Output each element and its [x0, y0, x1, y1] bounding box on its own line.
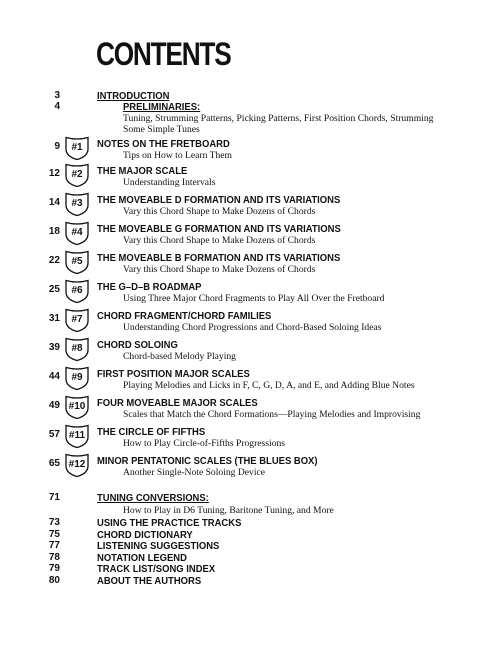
- page-number: 79: [48, 563, 60, 575]
- section-heading: LISTENING SUGGESTIONS: [97, 540, 220, 553]
- roadmap-shield-icon: [63, 278, 91, 304]
- page-number: 4: [54, 101, 60, 112]
- roadmap-shield-icon: [63, 220, 91, 246]
- page-number: 75: [48, 528, 60, 540]
- section-description: How to Play in D6 Tuning, Baritone Tuning, and More: [123, 505, 334, 516]
- page-number: 25: [48, 284, 60, 295]
- roadmap-shield-icon: [63, 423, 91, 449]
- section-description: Another Single-Note Soloing Device: [123, 467, 266, 478]
- section-heading: NOTATION LEGEND: [97, 551, 187, 564]
- page-number: 3: [54, 90, 60, 101]
- page-number: 49: [48, 400, 60, 411]
- subsection-heading: PRELIMINARIES:: [123, 101, 201, 113]
- roadmap-shield-icon: [63, 191, 91, 217]
- section-heading: CHORD FRAGMENT/CHORD FAMILIES: [97, 310, 272, 322]
- page-title: CONTENTS: [96, 36, 231, 72]
- section-description: Playing Melodies and Licks in F, C, G, D, A, and E, and Adding Blue Notes: [123, 380, 415, 391]
- section-heading: THE MOVEABLE G FORMATION AND ITS VARIATIONS: [97, 223, 341, 235]
- page-number: 77: [48, 540, 60, 552]
- section-description: Understanding Intervals: [123, 177, 216, 188]
- section-heading: NOTES ON THE FRETBOARD: [97, 138, 230, 150]
- section-heading: THE MOVEABLE B FORMATION AND ITS VARIATIONS: [97, 252, 341, 264]
- roadmap-number: #5: [71, 256, 83, 267]
- section-heading: INTRODUCTION: [97, 90, 170, 102]
- section-heading: FOUR MOVEABLE MAJOR SCALES: [97, 397, 258, 409]
- section-description: Chord-based Melody Playing: [123, 351, 236, 362]
- roadmap-shield-icon: [63, 336, 91, 362]
- page-number: 18: [48, 226, 60, 237]
- section-heading: THE MAJOR SCALE: [97, 165, 188, 177]
- roadmap-shield-icon: [63, 135, 91, 161]
- roadmap-shield-icon: [63, 452, 91, 478]
- page-number: 12: [48, 168, 60, 179]
- section-heading: USING THE PRACTICE TRACKS: [97, 517, 242, 529]
- page-number: 39: [48, 342, 60, 353]
- page-number: 65: [48, 458, 60, 469]
- section-heading: FIRST POSITION MAJOR SCALES: [97, 368, 250, 380]
- page-number: 44: [48, 371, 60, 382]
- roadmap-shield-icon: [63, 249, 91, 275]
- section-description: Using Three Major Chord Fragments to Play All Over the Fretboard: [123, 293, 385, 304]
- page-number: 14: [48, 197, 60, 208]
- section-heading: MINOR PENTATONIC SCALES (THE BLUES BOX): [97, 455, 318, 467]
- section-heading: THE MOVEABLE D FORMATION AND ITS VARIATIONS: [97, 194, 341, 206]
- page-number: 78: [48, 551, 60, 563]
- roadmap-number: #7: [71, 314, 83, 325]
- roadmap-number: #4: [71, 227, 83, 238]
- section-description: Vary this Chord Shape to Make Dozens of Chords: [123, 206, 316, 217]
- section-description: Some Simple Tunes: [123, 124, 200, 135]
- section-description: Tuning, Strumming Patterns, Picking Patterns, First Position Chords, Strumming: [123, 113, 434, 124]
- page-number: 71: [48, 492, 60, 503]
- roadmap-number: #1: [71, 142, 83, 153]
- section-heading: CHORD SOLOING: [97, 339, 178, 351]
- page-number: 31: [48, 313, 60, 324]
- section-heading: CHORD DICTIONARY: [97, 528, 193, 541]
- section-heading: ABOUT THE AUTHORS: [97, 575, 202, 587]
- section-heading: THE G–D–B ROADMAP: [97, 281, 202, 293]
- roadmap-number: #11: [68, 430, 86, 441]
- roadmap-number: #12: [68, 459, 86, 470]
- roadmap-number: #9: [71, 372, 83, 383]
- roadmap-number: #3: [71, 198, 83, 209]
- section-description: Understanding Chord Progressions and Chord-Based Soloing Ideas: [123, 322, 382, 333]
- page-number: 22: [48, 255, 60, 266]
- roadmap-shield-icon: [63, 365, 91, 391]
- roadmap-shield-icon: [63, 162, 91, 188]
- section-description: How to Play Circle-of-Fifths Progressions: [123, 438, 286, 449]
- section-heading: TRACK LIST/SONG INDEX: [97, 563, 216, 576]
- section-description: Scales that Match the Chord Formations—Playing Melodies and Improvising: [123, 409, 421, 420]
- section-description: Tips on How to Learn Them: [123, 150, 232, 161]
- roadmap-number: #2: [71, 169, 83, 180]
- section-heading: THE CIRCLE OF FIFTHS: [97, 426, 206, 438]
- page-number: 73: [48, 517, 60, 528]
- roadmap-number: #6: [71, 285, 83, 296]
- section-description: Vary this Chord Shape to Make Dozens of Chords: [123, 264, 316, 275]
- roadmap-number: #10: [68, 401, 86, 412]
- page-number: 57: [48, 429, 60, 440]
- roadmap-shield-icon: [63, 307, 91, 333]
- section-description: Vary this Chord Shape to Make Dozens of Chords: [123, 235, 316, 246]
- page-number: 9: [54, 141, 60, 152]
- roadmap-shield-icon: [63, 394, 91, 420]
- section-heading: TUNING CONVERSIONS:: [97, 492, 209, 504]
- roadmap-number: #8: [71, 343, 83, 354]
- page-number: 80: [48, 575, 60, 586]
